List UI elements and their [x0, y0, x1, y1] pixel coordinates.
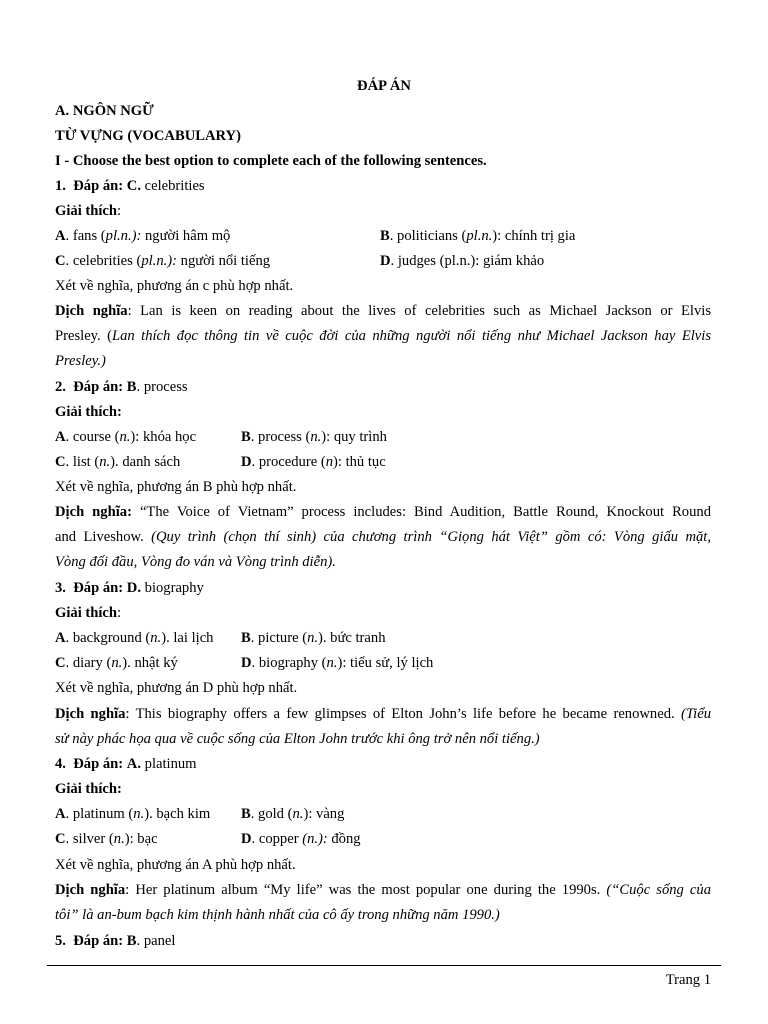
option-row [55, 227, 711, 245]
option-row [55, 830, 711, 848]
page-title: ĐÁP ÁN [357, 78, 411, 94]
answer-line-3: 3. Đáp án: D. biography [55, 580, 204, 596]
option-b: B. politicians (pl.n.): chính trị gia [380, 228, 576, 244]
explanation-label: Giải thích: [55, 404, 122, 420]
vocabulary-heading: TỪ VỰNG (VOCABULARY) [55, 128, 241, 144]
option-row [55, 252, 711, 270]
translation-line: Presley.) [55, 353, 106, 369]
option-d: D. copper (n.): đồng [241, 831, 361, 847]
exercise-instruction: I - Choose the best option to complete each of the following sentences. [55, 153, 487, 169]
footer-divider [47, 965, 721, 966]
answer-line-4: 4. Đáp án: A. platinum [55, 756, 197, 772]
option-row [55, 629, 711, 647]
translation-line: sử này phác họa qua về cuộc sống của Elton John trước khi ông trở nên nổi tiếng.) [55, 731, 540, 747]
translation-line: Dịch nghĩa: Her platinum album “My life” was the most popular one during the 1990s. (“Cuộc sống của [55, 882, 711, 898]
explanation-label: Giải thích: [55, 203, 122, 219]
conclusion: Xét về nghĩa, phương án B phù hợp nhất. [55, 479, 297, 495]
section-heading: A. NGÔN NGỮ [55, 103, 154, 119]
answer-line-5: 5. Đáp án: B. panel [55, 933, 176, 949]
option-a: A. platinum (n.). bạch kim [55, 806, 211, 822]
conclusion: Xét về nghĩa, phương án A phù hợp nhất. [55, 857, 296, 873]
option-c: C. celebrities (pl.n.): người nổi tiếng [55, 253, 271, 269]
option-b: B. process (n.): quy trình [241, 429, 387, 445]
option-d: D. judges (pl.n.): giám khảo [380, 253, 545, 269]
translation-line: Vòng đối đầu, Vòng đo ván và Vòng trình diễn). [55, 554, 336, 570]
option-a: A. course (n.): khóa học [55, 429, 197, 445]
explanation-label: Giải thích: [55, 781, 122, 797]
translation-line: Presley. (Lan thích đọc thông tin về cuộc đời của những người nổi tiếng như Michael Jackson hay Elvis [55, 328, 711, 344]
conclusion: Xét về nghĩa, phương án c phù hợp nhất. [55, 278, 294, 294]
option-d: D. procedure (n): thủ tục [241, 454, 386, 470]
option-b: B. gold (n.): vàng [241, 806, 345, 822]
option-d: D. biography (n.): tiểu sử, lý lịch [241, 655, 434, 671]
answer-line-1: 1. Đáp án: C. celebrities [55, 178, 205, 194]
answer-line-2: 2. Đáp án: B. process [55, 379, 188, 395]
translation-line: Dịch nghĩa: This biography offers a few glimpses of Elton John’s life before he became renowned. (Tiểu [55, 706, 711, 722]
option-c: C. list (n.). danh sách [55, 454, 181, 470]
option-a: A. fans (pl.n.): người hâm mộ [55, 228, 231, 244]
page-number: Trang 1 [665, 972, 711, 988]
translation-line: and Liveshow. (Quy trình (chọn thí sinh) của chương trình “Giọng hát Việt” gồm có: Vòng giấu mặt, [55, 529, 711, 545]
option-row [55, 428, 711, 446]
option-c: C. silver (n.): bạc [55, 831, 158, 847]
explanation-label: Giải thích: [55, 605, 122, 621]
conclusion: Xét về nghĩa, phương án D phù hợp nhất. [55, 680, 298, 696]
option-b: B. picture (n.). bức tranh [241, 630, 386, 646]
option-row [55, 805, 711, 823]
translation-line: tôi” là an-bum bạch kim thịnh hành nhất của cô ấy trong những năm 1990.) [55, 907, 500, 923]
translation-line: Dịch nghĩa: “The Voice of Vietnam” process includes: Bind Audition, Battle Round, Knockout Round [55, 504, 711, 520]
translation-line: Dịch nghĩa: Lan is keen on reading about the lives of celebrities such as Michael Jackson or Elvis [55, 303, 711, 319]
option-row [55, 654, 711, 672]
option-c: C. diary (n.). nhật ký [55, 655, 178, 671]
option-a: A. background (n.). lai lịch [55, 630, 214, 646]
option-row [55, 453, 711, 471]
